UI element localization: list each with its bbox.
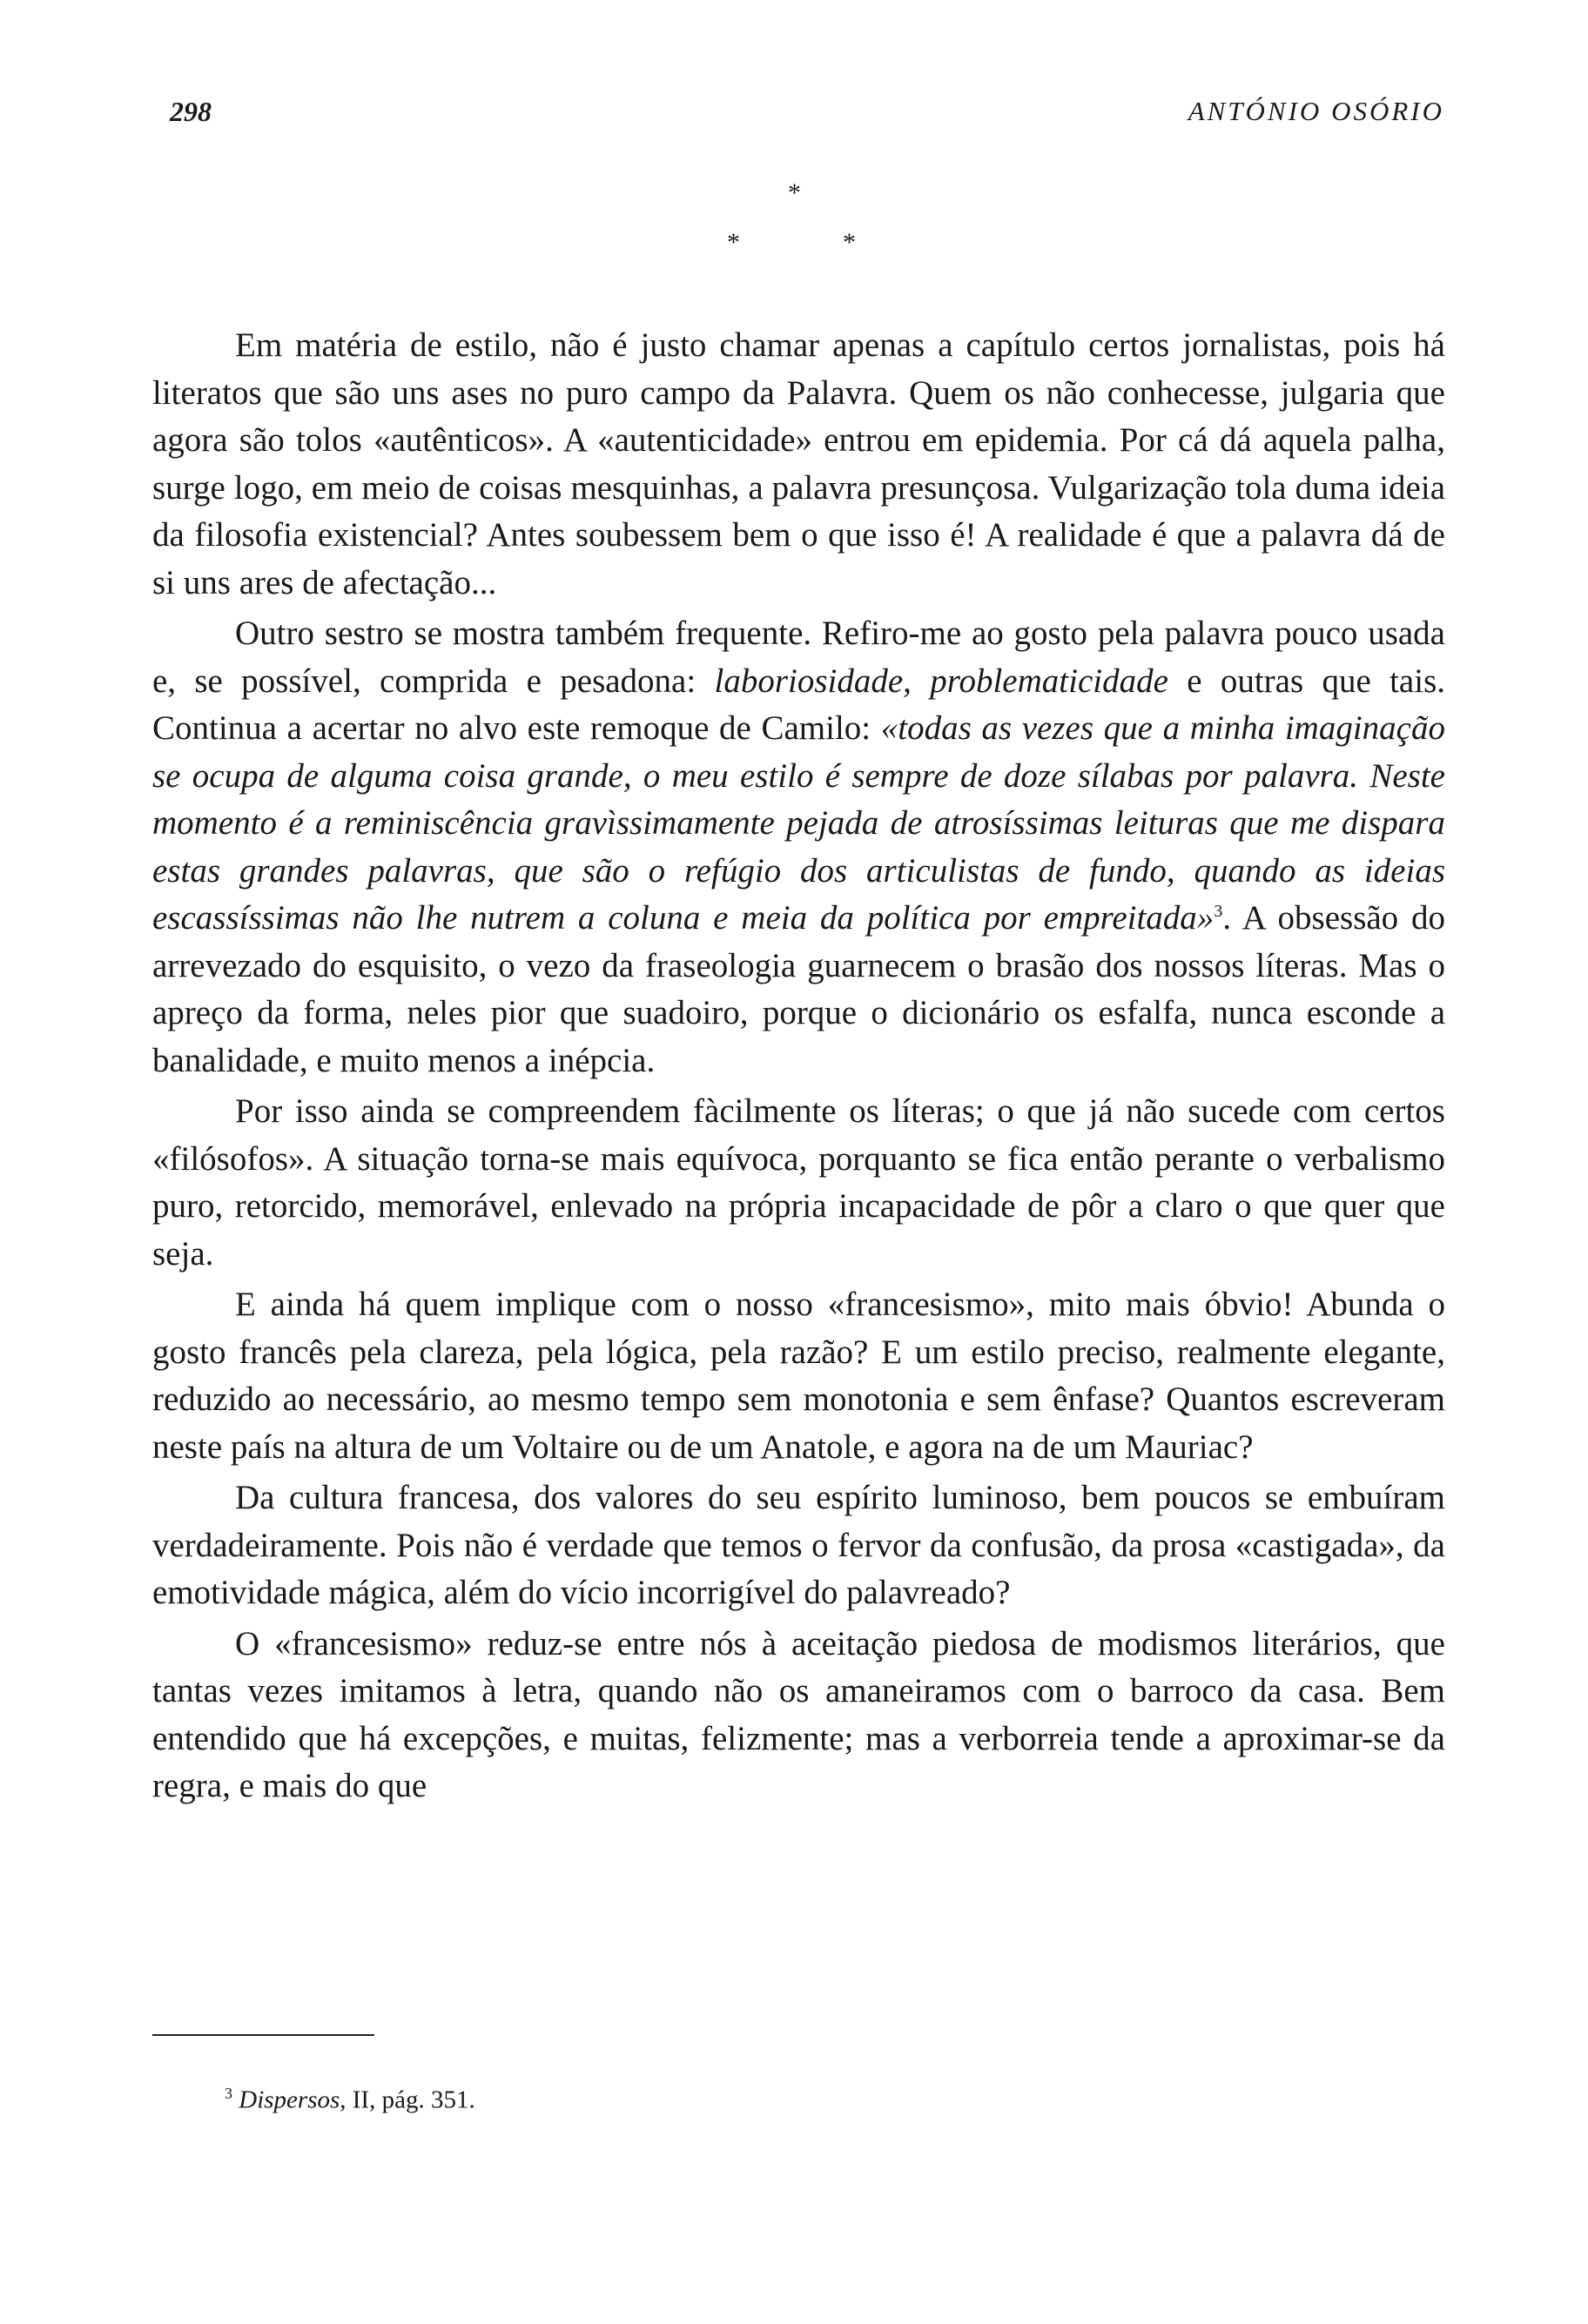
footnote-text: , II, pág. 351. bbox=[340, 2086, 475, 2114]
paragraph-text: O «francesismo» reduz-se entre nós à aceitação piedosa de modismos literários, que tantas vezes imitamos à letra, quando não os amaneiramos com o barroco da casa. Bem entendido que há excepções, e muitas, felizmente; mas a verborreia tende a aproximar-se da regra, e mais do que bbox=[152, 1624, 1445, 1804]
footnote-title: Dispersos bbox=[239, 2086, 340, 2114]
footnote-reference: 3 bbox=[1214, 902, 1223, 921]
separator-star-right: * bbox=[843, 228, 856, 257]
footnote-divider bbox=[152, 2034, 374, 2036]
paragraph bbox=[152, 1474, 1445, 1617]
paragraph-text: e outras que tais. Continua a acertar no alvo este remoque de Camilo: bbox=[152, 662, 1445, 747]
paragraph-text: Da cultura francesa, dos valores do seu espírito luminoso, bem poucos se embuíram verdadeiramente. Pois não é verdade que temos o fervor da confusão, da prosa «castigada», da emotividade mágica, além do vício incorrigível do palavreado? bbox=[152, 1479, 1445, 1611]
paragraph-text: E ainda há quem implique com o nosso «francesismo», mito mais óbvio! Abunda o gosto francês pela clareza, pela lógica, pela razão? E um estilo preciso, realmente elegante, reduzido ao necessário, ao mesmo tempo sem monotonia e sem ênfase? Quantos escreveram neste país na altura de um Voltaire ou de um Anatole, e agora na de um Mauriac? bbox=[152, 1286, 1445, 1466]
italic-terms: laboriosidade, problematicidade bbox=[714, 662, 1168, 700]
separator-star-top: * bbox=[788, 178, 801, 207]
paragraph-text: Outro sestro se mostra também frequente. Refiro-me ao gosto pela palavra pouco usada e, se possível, comprida e pesadona: bbox=[152, 615, 1445, 700]
paragraph-text: . A obsessão do arrevezado do esquisito, o vezo da fraseologia guarnecem o brasão dos nossos líteras. Mas o apreço da forma, neles pior que suadoiro, porque o dicionário os esfalfa, nunca esconde a banalidade, e muito menos a inépcia. bbox=[152, 899, 1445, 1079]
separator-star-left: * bbox=[727, 228, 740, 257]
paragraph bbox=[152, 610, 1445, 1085]
running-head: ANTÓNIO OSÓRIO bbox=[1188, 96, 1444, 126]
paragraph bbox=[152, 1621, 1445, 1810]
page-number: 298 bbox=[170, 96, 212, 127]
footnote-number: 3 bbox=[225, 2085, 232, 2102]
paragraph-text: Em matéria de estilo, não é justo chamar apenas a capítulo certos jornalistas, pois há literatos que são uns ases no puro campo da Palavra. Quem os não conhecesse, julgaria que agora são tolos «autênticos». A «autenticidade» entrou em epidemia. Por cá dá aquela palha, surge logo, em meio de coisas mesquinhas, a palavra presunçosa. Vulgarização tola duma ideia da filosofia existencial? Antes soubessem bem o que isso é! A realidade é que a palavra dá de si uns ares de afectação... bbox=[152, 326, 1445, 601]
footnote bbox=[225, 2085, 475, 2115]
paragraph bbox=[152, 1281, 1445, 1471]
body-text bbox=[152, 322, 1445, 1810]
paragraph bbox=[152, 1088, 1445, 1278]
paragraph bbox=[152, 322, 1445, 607]
camilo-quote: «todas as vezes que a minha imaginação se ocupa de alguma coisa grande, o meu estilo é sempre de doze sílabas por palavra. Neste momento é a reminiscência gravìssimamente pejada de atrosíssimas leituras que me dispara estas grandes palavras, que são o refúgio dos articulistas de fundo, quando as ideias escassíssimas não lhe nutrem a coluna e meia da política por empreitada» bbox=[152, 709, 1445, 937]
paragraph-text: Por isso ainda se compreendem fàcilmente os líteras; o que já não sucede com certos «filósofos». A situação torna-se mais equívoca, porquanto se fica então perante o verbalismo puro, retorcido, memorável, enlevado na própria incapacidade de pôr a claro o que quer que seja. bbox=[152, 1092, 1445, 1273]
